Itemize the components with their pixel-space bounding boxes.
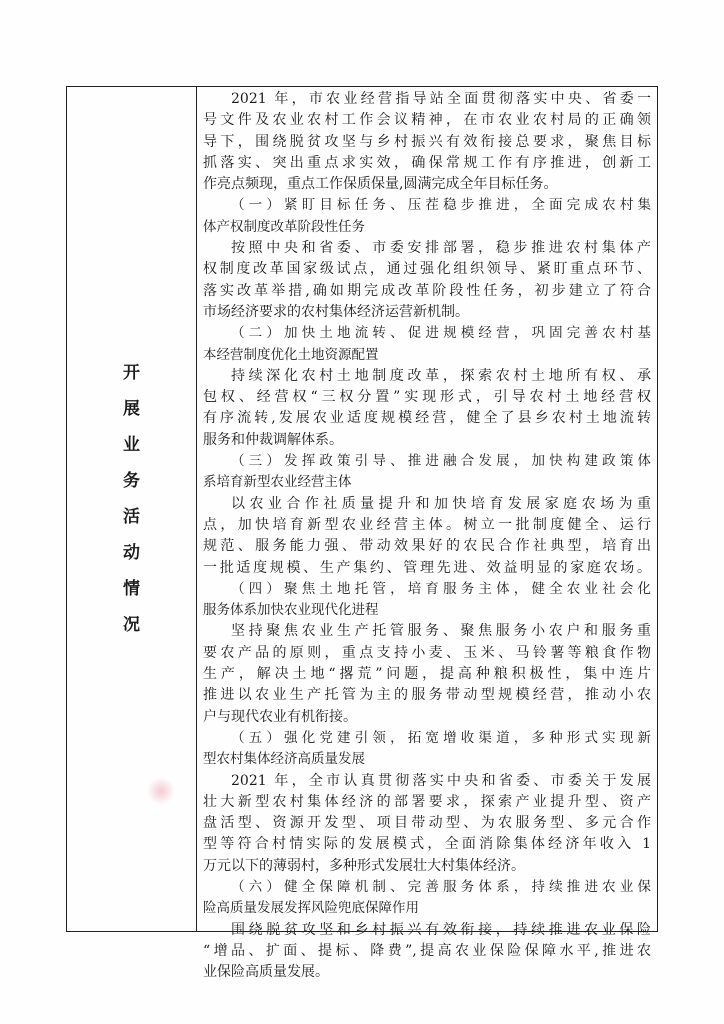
section-heading-line: 服务体系加快农业现代化进程 — [203, 602, 379, 619]
paragraph-line: 2021 年，全市认真贯彻落实中央和省委、市委关于发展 — [231, 772, 651, 789]
paragraph-line: 户与现代农业有机衔接。 — [203, 708, 357, 725]
section-heading-line: （二）加快土地流转、促进规模经营，巩固完善农村基 — [231, 325, 651, 342]
paragraph-line: 持续深化农村土地制度改革，探索农村土地所有权、承 — [231, 367, 651, 384]
paragraph-line: 型等符合村情实际的发展模式，全面消除集体经济年收入 1 — [203, 836, 651, 853]
section-heading-line: 型农村集体经济高质量发展 — [203, 751, 365, 768]
paragraph-line: 业保险高质量发展。 — [203, 964, 329, 981]
paragraph-line: 盘活型、资源开发型、项目带动型、为农服务型、多元合作 — [203, 815, 651, 832]
paragraph-line: 市场经济要求的农村集体经济运营新机制。 — [203, 303, 469, 320]
paragraph-line: 权制度改革国家级试点，通过强化组织领导、紧盯重点环节、 — [203, 261, 651, 278]
paragraph-line: “增品、扩面、提标、降费”,提高农业保险保障水平,推进农 — [203, 942, 651, 959]
section-heading-line: （五）强化党建引领，拓宽增收渠道，多种形式实现新 — [231, 729, 651, 746]
section-label-char: 开 — [123, 363, 140, 383]
section-label-cell — [67, 87, 196, 931]
paragraph-line: 生产，解决土地“撂荒”问题，提高种粮积极性，集中连片 — [203, 666, 651, 683]
section-heading-line: 系培育新型农业经营主体 — [203, 474, 352, 491]
section-label-char: 况 — [123, 615, 140, 635]
paragraph-line: 围绕脱贫攻坚和乡村振兴有效衔接，持续推进农业保险 — [231, 921, 651, 938]
paragraph-line: 抓落实、突出重点求实效，确保常规工作有序推进，创新工 — [203, 154, 651, 171]
section-heading-line: （一）紧盯目标任务、压茬稳步推进，全面完成农村集 — [231, 197, 651, 214]
section-label-char: 活 — [123, 507, 140, 527]
section-label-char: 情 — [123, 579, 140, 599]
section-label-char: 业 — [123, 435, 140, 455]
paragraph-line: 以农业合作社质量提升和加快培育发展家庭农场为重 — [231, 495, 651, 512]
section-heading-line: （六）健全保障机制、完善服务体系，持续推进农业保 — [231, 878, 651, 895]
paragraph-line: 规范、服务能力强、带动效果好的农民合作社典型，培育出 — [203, 538, 651, 555]
column-divider — [196, 87, 197, 931]
paragraph-line: 落实改革举措,确如期完成改革阶段性任务，初步建立了符合 — [203, 282, 651, 299]
section-heading-line: （四）聚焦土地托管，培育服务主体，健全农业社会化 — [231, 580, 651, 597]
paragraph-line: 服务和仲裁调解体系。 — [203, 431, 343, 448]
paragraph-line: 2021 年，市农业经营指导站全面贯彻落实中央、省委一 — [231, 91, 651, 107]
section-heading-line: 体产权制度改革阶段性任务 — [203, 218, 365, 235]
paragraph-line: 号文件及农业农村工作会议精神，在市农业农村局的正确领 — [203, 112, 651, 129]
activity-table — [66, 86, 658, 981]
section-label-char: 务 — [123, 471, 140, 491]
paragraph-line: 按照中央和省委、市委安排部署，稳步推进农村集体产 — [231, 240, 651, 257]
section-heading-line: 险高质量发展发挥风险兜底保障作用 — [203, 900, 419, 917]
section-heading-line: （三）发挥政策引导、推进融合发展，加快构建政策体 — [231, 453, 651, 470]
paragraph-line: 点，加快培育新型农业经营主体。树立一批制度健全、运行 — [203, 516, 651, 533]
paragraph-line: 坚持聚焦农业生产托管服务、聚焦服务小农户和服务重 — [231, 623, 651, 640]
paragraph-line: 万元以下的薄弱村，多种形式发展壮大村集体经济。 — [203, 857, 525, 874]
section-heading-line: 本经营制度优化土地资源配置 — [203, 346, 379, 363]
paragraph-line: 有序流转,发展农业适度规模经营，健全了县乡农村土地流转 — [203, 410, 651, 427]
paragraph-line: 壮大新型农村集体经济的部署要求，探索产业提升型、资产 — [203, 793, 651, 810]
paragraph-line: 要农产品的原则，重点支持小麦、玉米、马铃薯等粮食作物 — [203, 644, 651, 661]
paragraph-line: 推进以农业生产托管为主的服务带动型规模经营，推动小农 — [203, 687, 651, 704]
paragraph-line: 作亮点频现，重点工作保质保量,圆满完成全年目标任务。 — [203, 176, 558, 193]
paragraph-line: 一批适度规模、生产集约、管理先进、效益明显的家庭农场。 — [203, 559, 651, 576]
section-label-char: 展 — [123, 399, 140, 419]
faint-stamp-mark — [146, 778, 176, 804]
paragraph-line: 导下，围绕脱贫攻坚与乡村振兴有效衔接总要求，聚焦目标 — [203, 133, 651, 150]
paragraph-line: 包权、经营权“三权分置”实现形式，引导农村土地经营权 — [203, 389, 651, 406]
section-label-char: 动 — [123, 543, 140, 563]
content-cell — [203, 89, 651, 983]
